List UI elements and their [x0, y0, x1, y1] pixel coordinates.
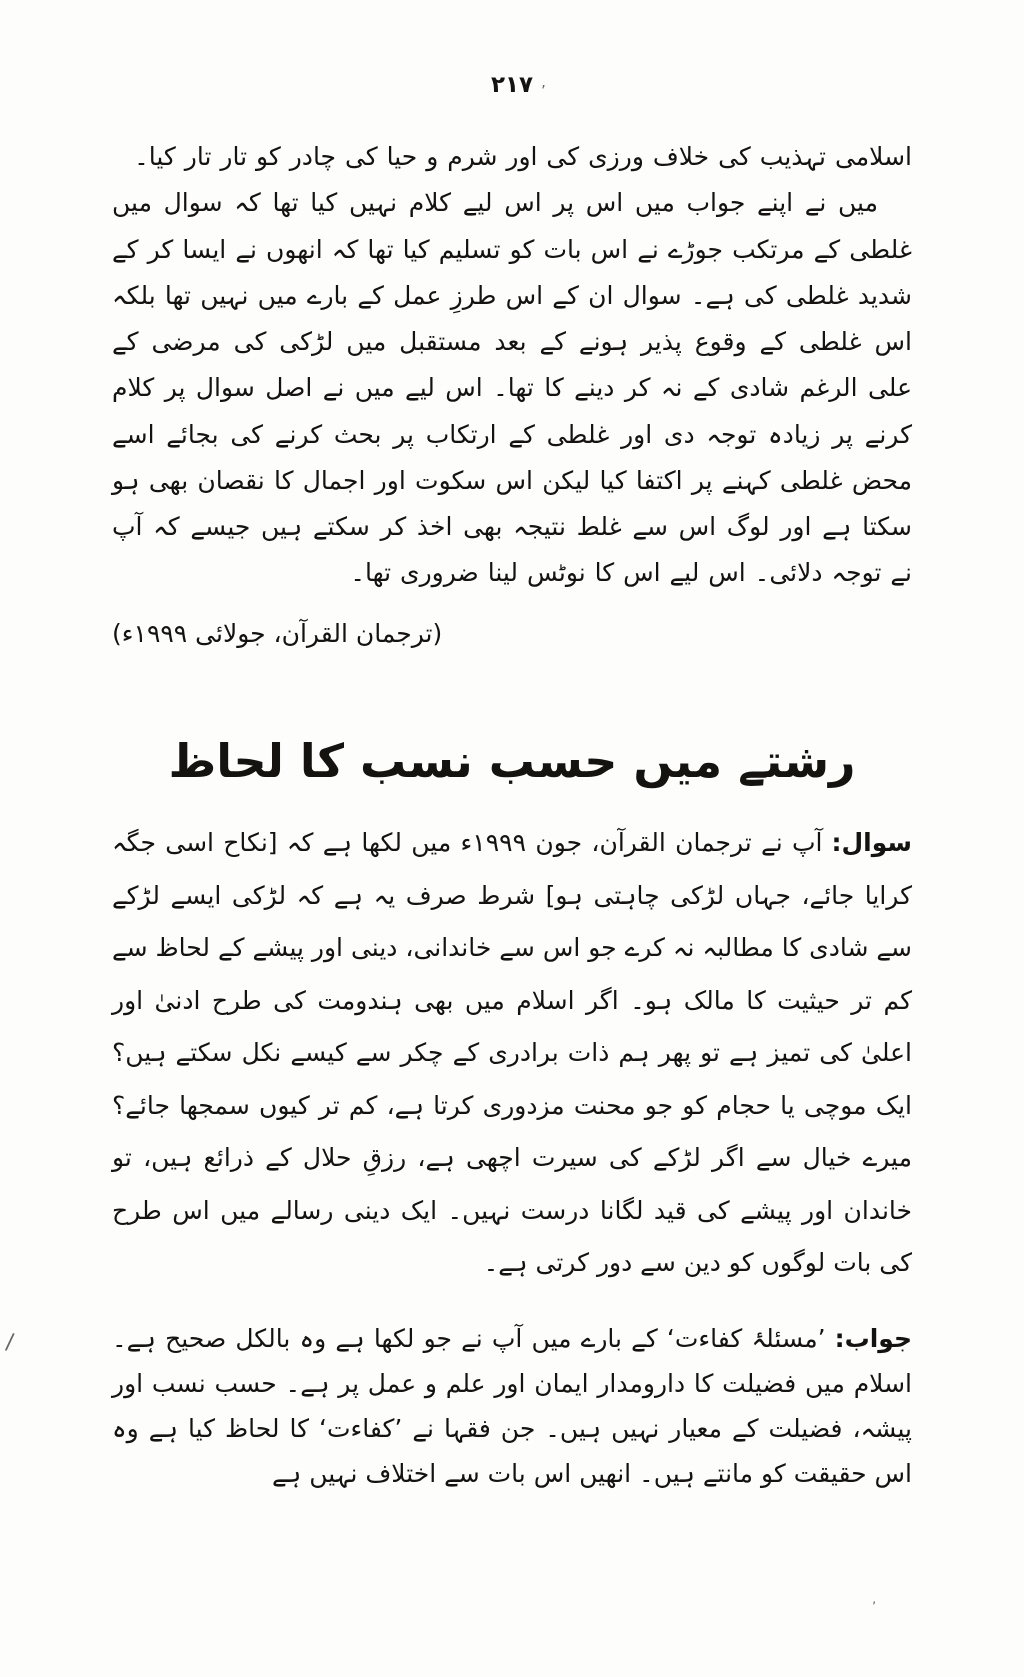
answer-text: ’مسئلۂ کفاءت‘ کے بارے میں آپ نے جو لکھا ہے وہ بالکل صحیح ہے۔ اسلام میں فضیلت کا دارومدار ایمان اور علم و عمل پر ہے۔ حسب نسب اور پیشہ، فضیلت کے معیار نہیں ہیں۔ جن فقہا نے ’کفاءت‘ کا لحاظ کیا ہے وہ اس حقیقت کو مانتے ہیں۔ انھیں اس بات سے اختلاف نہیں ہے — [112, 1323, 912, 1488]
answer-paragraph — [112, 1316, 912, 1496]
question-text: آپ نے ترجمان القرآن، جون ۱۹۹۹ء میں لکھا ہے کہ [نکاح اسی جگہ کرایا جائے، جہاں لڑکی چاہتی ہو] شرط صرف یہ ہے کہ لڑکی ایسے لڑکے سے شادی کا مطالبہ نہ کرے جو اس سے خاندانی، دینی اور پیشے کے لحاظ سے کم تر حیثیت کا مالک ہو۔ اگر اسلام میں بھی ہندومت کی طرح ادنیٰ اور اعلیٰ کی تمیز ہے تو پھر ہم ذات برادری کے چکر سے کیسے نکل سکتے ہیں؟ ایک موچی یا حجام کو جو محنت مزدوری کرتا ہے، کم تر کیوں سمجھا جائے؟ میرے خیال سے اگر لڑکے کی سیرت اچھی ہے، رزقِ حلال کے ذرائع ہیں، تو خاندان اور پیشے کی قید لگانا درست نہیں۔ ایک دینی رسالے میں اس طرح کی بات لوگوں کو دین سے دور کرتی ہے۔ — [112, 828, 912, 1278]
page-number: ۲۱۷ — [490, 72, 534, 98]
scan-artifact-top: ’ — [541, 82, 546, 100]
scan-artifact-bottom: ٬ — [872, 1600, 877, 1615]
question-label: سوال: — [831, 828, 912, 858]
question-paragraph — [112, 817, 912, 1290]
source-citation: (ترجمان القرآن، جولائی ۱۹۹۹ء) — [112, 618, 443, 648]
paragraph-editor-note: میں نے اپنے جواب میں اس پر اس لیے کلام نہیں کیا تھا کہ سوال میں غلطی کے مرتکب جوڑے نے اس بات کو تسلیم کیا تھا کہ انھوں نے ایسا کر کے شدید غلطی کی ہے۔ سوال ان کے اس طرزِ عمل کے بارے میں نہیں تھا بلکہ اس غلطی کے وقوع پذیر ہونے کے بعد مستقبل میں لڑکی کی مرضی کے علی الرغم شادی کے نہ کر دینے کا تھا۔ اس لیے میں نے اصل سوال پر کلام کرنے پر زیادہ توجہ دی اور غلطی کے ارتکاب پر بحث کرنے کی بجائے اسے محض غلطی کہنے پر اکتفا کیا لیکن اس سکوت اور اجمال کا نقصان بھی ہو سکتا ہے اور لوگ اس سے غلط نتیجہ بھی اخذ کر سکتے ہیں جیسے کہ آپ نے توجہ دلائی۔ اس لیے اس کا نوٹس لینا ضروری تھا۔ — [112, 188, 912, 588]
paragraph-carryover-line: اسلامی تہذیب کی خلاف ورزی کی اور شرم و حیا کی چادر کو تار تار کیا۔ — [134, 142, 912, 171]
answer-label: جواب: — [834, 1323, 912, 1353]
scan-artifact-left: / — [4, 1329, 16, 1356]
section-heading: رشتے میں حسب نسب کا لحاظ — [168, 733, 856, 788]
